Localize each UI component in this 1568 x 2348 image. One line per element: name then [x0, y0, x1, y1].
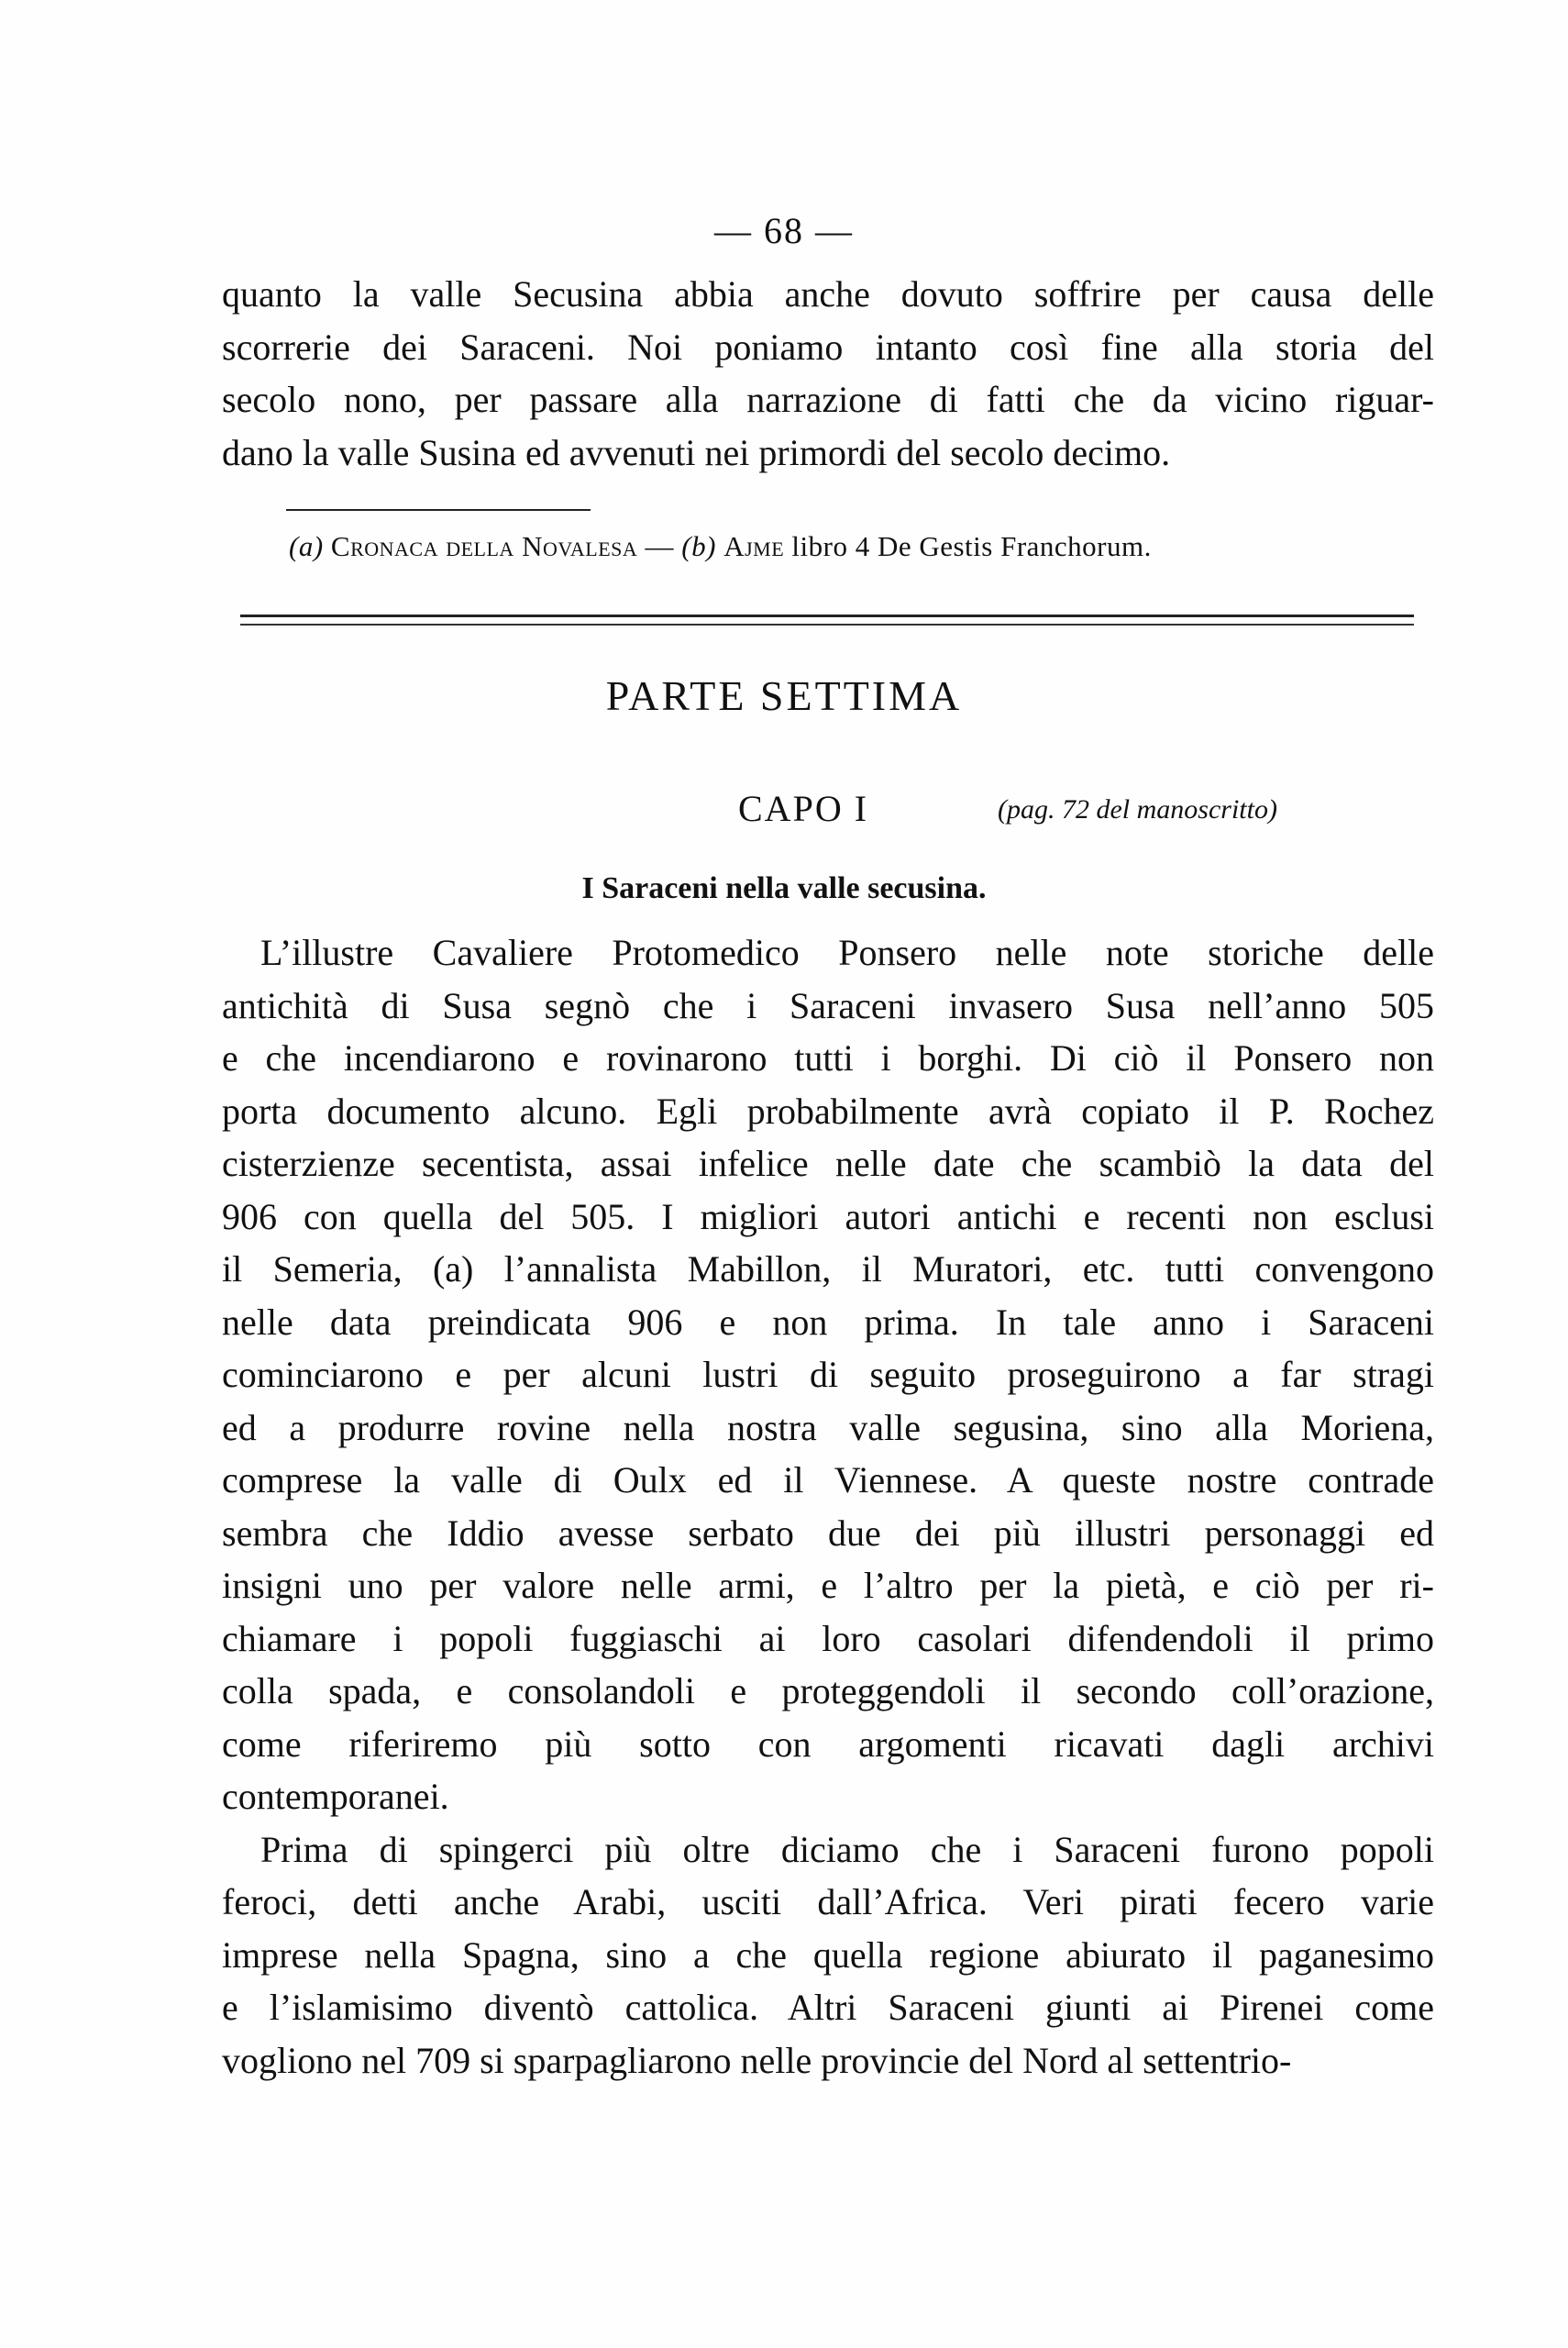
text-line: il Semeria, (a) l’annalista Mabillon, il Muratori, etc. tutti convengono — [222, 1248, 1434, 1290]
footnote-a-text: Cronaca della Novalesa — [330, 530, 638, 562]
text-line: e l’islamisimo diventò cattolica. Altri Saraceni giunti ai Pirenei come — [222, 1987, 1434, 2028]
paragraph — [222, 1823, 1434, 2088]
text-line: sembra che Iddio avesse serbato due dei più illustri personaggi ed — [222, 1512, 1434, 1554]
text-line: cominciarono e per alcuni lustri di seguito proseguirono a far stragi — [222, 1354, 1434, 1395]
divider-line-bottom — [240, 624, 1414, 626]
text-line: colla spada, e consolandoli e proteggendoli il secondo coll’orazione, — [222, 1670, 1434, 1711]
page-number: — 68 — — [714, 210, 854, 251]
text-line: cisterzienze secentista, assai infelice nelle date che scambiò la data del — [222, 1143, 1434, 1184]
text-line: come riferiremo più sotto con argomenti ricavati dagli archivi — [222, 1722, 1434, 1765]
text-line: quanto la valle Secusina abbia anche dovuto soffrire per causa delle — [222, 273, 1434, 315]
part-title: PARTE SETTIMA — [605, 672, 963, 719]
text-line: insigni uno per valore nelle armi, e l’altro per la pietà, e ciò per ri- — [222, 1565, 1434, 1606]
footnote-b-author: Ajme — [723, 530, 785, 562]
footnote-separator — [286, 509, 591, 511]
text-line: e che incendiarono e rovinarono tutti i borghi. Di ciò il Ponsero non — [222, 1037, 1434, 1079]
text-line: Prima di spingerci più oltre diciamo che i Saraceni furono popoli — [260, 1828, 1434, 1870]
paragraph — [222, 926, 1434, 1823]
manuscript-reference: (pag. 72 del manoscritto) — [998, 794, 1277, 825]
text-line: chiamare i popoli fuggiaschi ai loro casolari difendendoli il primo — [222, 1617, 1434, 1659]
text-line: 906 con quella del 505. I migliori autori antichi e recenti non esclusi — [222, 1195, 1434, 1237]
text-line: dano la valle Susina ed avvenuti nei primordi del secolo decimo. — [222, 431, 1171, 473]
chapter-subtitle: I Saraceni nella valle secusina. — [581, 871, 987, 905]
continuation-paragraph — [222, 268, 1434, 479]
chapter-body — [222, 926, 1434, 2087]
text-line: porta documento alcuno. Egli probabilmente avrà copiato il P. Rochez — [222, 1090, 1434, 1132]
text-line: antichità di Susa segnò che i Saraceni invasero Susa nell’anno 505 — [222, 984, 1434, 1026]
footnote — [289, 530, 1152, 563]
text-line: L’illustre Cavaliere Protomedico Ponsero nelle note storiche delle — [260, 932, 1434, 973]
footnote-b-rest: libro 4 De Gestis Franchorum. — [791, 530, 1152, 562]
text-line: comprese la valle di Oulx ed il Viennese. A queste nostre contrade — [222, 1459, 1434, 1501]
divider-line-top — [240, 615, 1414, 617]
text-line: secolo nono, per passare alla narrazione di fatti che da vicino riguar- — [222, 379, 1434, 420]
text-line: ed a produrre rovine nella nostra valle segusina, sino alla Moriena, — [222, 1406, 1434, 1448]
section-divider — [240, 615, 1414, 626]
text-line: scorrerie dei Saraceni. Noi poniamo intanto così fine alla storia del — [222, 326, 1434, 368]
text-line: feroci, detti anche Arabi, usciti dall’Africa. Veri pirati fecero varie — [222, 1881, 1434, 1922]
text-line: nelle data preindicata 906 e non prima. In tale anno i Saraceni — [222, 1301, 1434, 1343]
text-line: contemporanei. — [222, 1776, 449, 1817]
footnote-marker-a: (a) — [289, 530, 324, 562]
text-line: vogliono nel 709 si sparpagliarono nelle provincie del Nord al settentrio- — [222, 2039, 1292, 2081]
chapter-label: CAPO I — [738, 788, 869, 829]
text-line: imprese nella Spagna, sino a che quella regione abiurato il paganesimo — [222, 1933, 1434, 1976]
footnote-dash: — — [645, 530, 675, 562]
footnote-marker-b: (b) — [681, 530, 716, 562]
